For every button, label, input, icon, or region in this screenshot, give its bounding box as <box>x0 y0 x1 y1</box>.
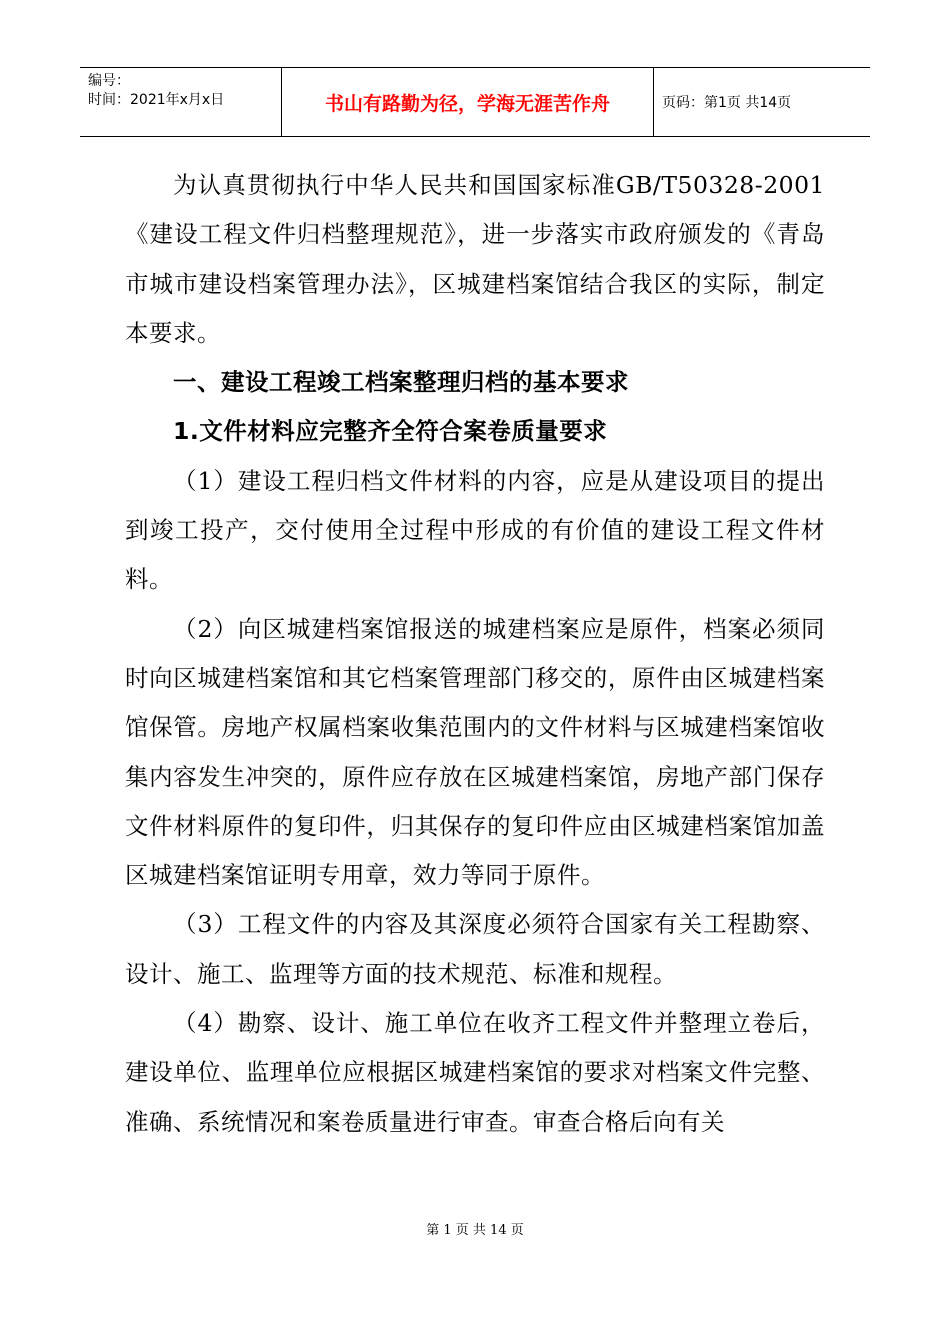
item-4-paragraph: （4）勘察、设计、施工单位在收齐工程文件并整理立卷后，建设单位、监理单位应根据区城建档案馆的要求对档案文件完整、准确、系统情况和案卷质量进行审查。审查合格后向有关 <box>125 1009 825 1136</box>
subsection-1-title: 1.文件材料应完整齐全符合案卷质量要求 <box>173 417 608 446</box>
header-motto: 书山有路勤为径，学海无涯苦作舟 <box>282 68 654 136</box>
item-3-paragraph: （3）工程文件的内容及其深度必须符合国家有关工程勘察、设计、施工、监理等方面的技术规范、标准和规程。 <box>125 910 825 988</box>
header-number-label: 编号： <box>88 73 130 89</box>
header-meta <box>80 68 282 136</box>
document-body <box>125 161 825 1147</box>
item-2-paragraph: （2）向区城建档案馆报送的城建档案应是原件，档案必须同时向区城建档案馆和其它档案管理部门移交的，原件由区城建档案馆保管。房地产权属档案收集范围内的文件材料与区城建档案馆收集内容发生冲突的，原件应存放在区城建档案馆，房地产部门保存文件材料原件的复印件，归其保存的复印件应由区城建档案馆加盖区城建档案馆证明专用章，效力等同于原件。 <box>125 614 825 890</box>
section-1-title: 一、建设工程竣工档案整理归档的基本要求 <box>173 368 629 397</box>
page-footer: 第 1 页 共 14 页 <box>426 1223 524 1238</box>
document-header <box>80 67 870 137</box>
header-page-info: 页码：第1页 共14页 <box>662 95 792 111</box>
header-time-label: 时间：2021年x月x日 <box>88 92 225 108</box>
intro-paragraph: 为认真贯彻执行中华人民共和国国家标准GB/T50328-2001《建设工程文件归档整理规范》，进一步落实市政府颁发的《青岛市城市建设档案管理办法》，区城建档案馆结合我区的实际，制定本要求。 <box>125 171 825 347</box>
item-1-paragraph: （1）建设工程归档文件材料的内容，应是从建设项目的提出到竣工投产，交付使用全过程中形成的有价值的建设工程文件材料。 <box>125 466 825 594</box>
